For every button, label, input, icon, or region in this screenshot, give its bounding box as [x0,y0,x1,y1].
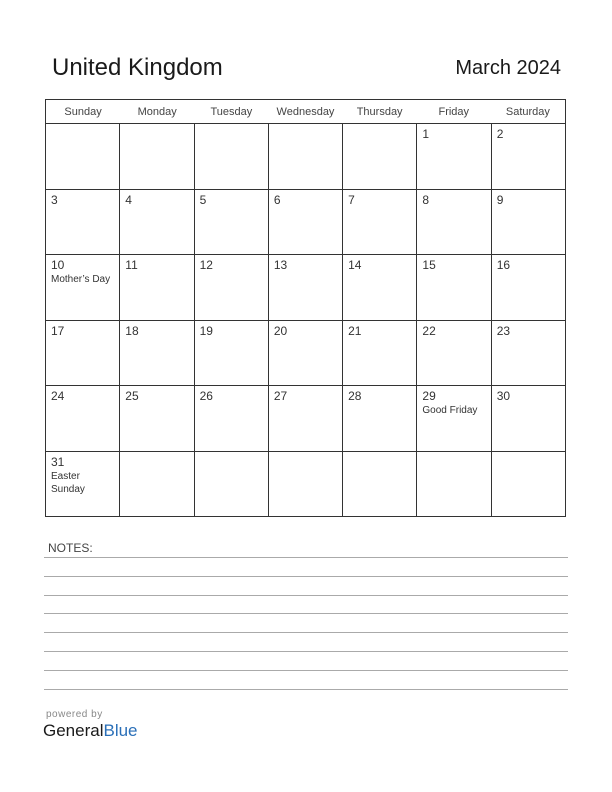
note-line [44,632,568,633]
weekday-saturday: Saturday [505,106,550,118]
brand-part-general: General [43,721,104,740]
empty-day-cell [195,452,269,517]
day-cell [46,452,120,517]
day-number: 10 [51,258,65,272]
day-number: 22 [422,323,436,338]
day-number: 8 [422,192,430,207]
day-number: 19 [199,323,213,338]
day-number: 23 [496,323,511,338]
day-cell [343,255,417,320]
empty-day-cell [343,452,417,517]
day-cell [120,190,194,255]
day-cell [343,386,417,451]
empty-day-cell [195,124,269,189]
day-cell [46,190,120,255]
weekday-monday: Monday [137,106,177,118]
day-cell [195,321,269,386]
empty-day-cell [120,124,194,189]
powered-by-text: powered by [46,709,103,720]
day-number: 24 [51,389,65,403]
generalblue-logo[interactable] [43,721,138,741]
day-number: 14 [348,258,362,272]
weekday-header-row [46,100,565,124]
day-number: 30 [496,389,511,403]
note-line [44,576,568,577]
day-number: 2 [496,127,504,141]
calendar-weeks [46,124,565,516]
day-cell [417,124,491,189]
empty-day-cell [120,452,194,517]
day-number: 7 [348,192,355,207]
holiday-label: Easter Sunday [51,470,85,495]
day-cell [195,386,269,451]
day-number: 26 [199,389,213,403]
day-cell [417,321,491,386]
day-number: 4 [125,192,132,207]
day-number: 20 [273,323,288,338]
weekday-sunday: Sunday [64,106,102,118]
day-cell [417,255,491,320]
day-number: 13 [273,258,288,272]
day-cell [343,321,417,386]
day-number: 27 [273,389,288,403]
day-cell [417,190,491,255]
day-number: 16 [496,258,511,272]
notes-label: NOTES: [48,541,93,555]
week-row [46,255,565,321]
day-cell [46,386,120,451]
day-cell [120,321,194,386]
calendar-grid [45,99,566,517]
weekday-tuesday: Tuesday [210,106,253,118]
holiday-label: Mother’s Day [51,274,111,285]
empty-day-cell [492,452,565,517]
day-number: 3 [51,192,58,207]
day-cell [417,386,491,451]
weekday-friday: Friday [438,106,470,118]
day-number: 28 [348,389,362,403]
note-line [44,613,568,614]
day-cell [343,190,417,255]
day-cell [269,190,343,255]
day-cell [120,255,194,320]
note-line [44,689,568,690]
week-row [46,190,565,256]
month-label: March 2024 [455,57,561,79]
day-cell [269,255,343,320]
week-row [46,452,565,517]
empty-day-cell [269,124,343,189]
day-cell [46,255,120,320]
day-cell [492,321,565,386]
day-cell [195,255,269,320]
day-number: 29 [422,389,436,403]
week-row [46,321,565,387]
day-cell [492,124,565,189]
week-row [46,386,565,452]
note-line [44,651,568,652]
day-cell [195,190,269,255]
page-title: United Kingdom [52,54,223,81]
day-cell [269,386,343,451]
holiday-label: Good Friday [422,405,478,416]
day-cell [492,386,565,451]
day-number: 21 [348,323,362,338]
day-number: 17 [51,323,65,338]
day-number: 25 [125,389,139,403]
week-row [46,124,565,190]
weekday-wednesday: Wednesday [276,106,335,118]
day-number: 31 [51,454,65,469]
day-number: 15 [422,258,436,272]
day-number: 6 [273,192,281,207]
day-cell [492,190,565,255]
note-line [44,595,568,596]
weekday-thursday: Thursday [356,106,403,118]
day-cell [120,386,194,451]
brand-part-blue: Blue [103,721,138,740]
empty-day-cell [417,452,491,517]
day-number: 5 [199,192,207,207]
day-number: 11 [125,258,138,272]
day-number: 18 [125,323,139,338]
empty-day-cell [269,452,343,517]
empty-day-cell [46,124,120,189]
day-number: 12 [199,258,213,272]
day-cell [269,321,343,386]
note-line [44,557,568,558]
day-cell [492,255,565,320]
day-number: 9 [496,192,504,207]
day-number: 1 [422,127,430,141]
day-cell [46,321,120,386]
note-line [44,670,568,671]
empty-day-cell [343,124,417,189]
